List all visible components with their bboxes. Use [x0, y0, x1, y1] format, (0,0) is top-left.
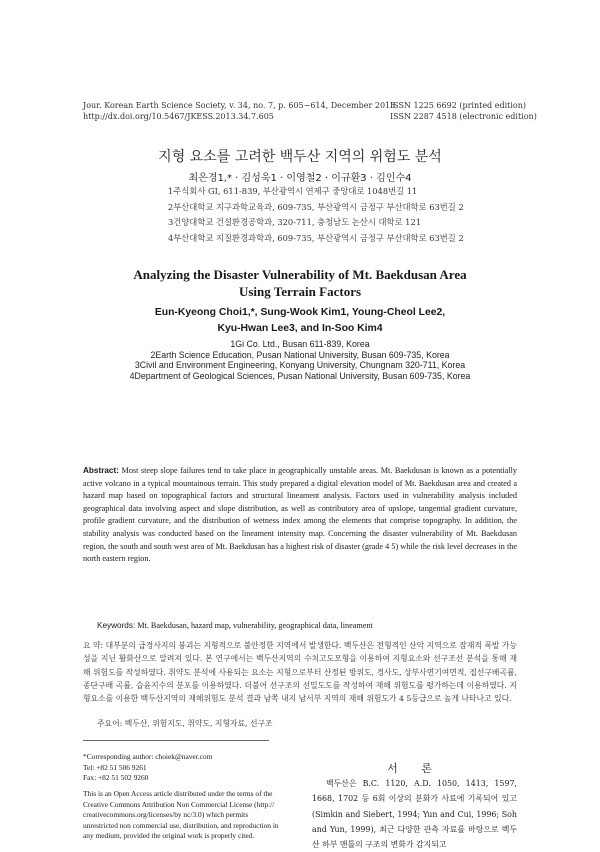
- abstract-label: Abstract:: [83, 466, 119, 475]
- section-title-introduction: 서 론: [387, 762, 442, 775]
- author-list-korean: 최은경1,* · 김성욱1 · 이영철2 · 이규환3 · 김인수4: [188, 173, 412, 184]
- paper-title-english: [0, 266, 600, 300]
- affiliation-ko-3: 3건양대학교 건설환경공학과, 320-711, 충청남도 논산시 대학로 121: [168, 217, 422, 227]
- korean-summary: [83, 639, 517, 705]
- korean-summary-label: 요 약:: [83, 641, 104, 650]
- keywords-text: Mt. Baekdusan, hazard map, vulnerability, geographical data, lineament: [137, 621, 373, 630]
- korean-keywords: [97, 718, 517, 729]
- authors-en-line-2: Kyu-Hwan Lee3, and In-Soo Kim4: [217, 323, 383, 334]
- affiliation-en-2: 2Earth Science Education, Pusan National University, Busan 609-735, Korea: [150, 349, 450, 360]
- affiliations-korean: [168, 184, 464, 246]
- journal-citation: [83, 100, 395, 122]
- footnote-divider: [83, 740, 269, 741]
- affiliation-ko-2: 2부산대학교 지구과학교육과, 609-735, 부산광역시 금정구 부산대학로 63번길 2: [168, 201, 464, 212]
- issn-block: [390, 100, 537, 122]
- affiliation-en-3: 3Civil and Environment Engineering, Konyang University, Chungnam 320-711, Korea: [134, 360, 466, 370]
- correspondence-info: [83, 752, 212, 784]
- affiliation-ko-1: 1주식회사 GI, 611-839, 부산광역시 연제구 중앙대로 1048번길 11: [168, 186, 418, 196]
- introduction-text: 백두산은 B.C. 1120, A.D. 1050, 1413, 1597, 1668, 1702 등 6회 이상의 분화가 사료에 기록되어 있고(Simkin and Siebert, 1994; Yun and Cui, 1996; Soh and Yun, 1999), 최근 다양한 관측 자료를 바탕으로 백두산 하부 맨틀의 구조의 변화가 감지되고: [312, 779, 517, 850]
- keywords: [97, 620, 517, 632]
- korean-summary-text: 대부분의 급경사지의 붕괴는 지형적으로 불안정한 지역에서 발생한다. 백두산은 전형적인 산악 지역으로 잠재적 폭발 가능성을 지닌 활화산으로 알려져 있다. 본 연구에서는 백두산지역의 수치고도모형을 이용하여 지형요소와 선구조선 분석을 통해 재해 위험도를 작성하였다. 취약도 분석에 사용되는 요소는 지형으로부터 산정된 방위도, 경사도, 상부사면기여면적, 접선구배곡률, 종단구배 곡률, 습윤지수의 분포를 이용하였다. 더불어 선구조의 선밀도도를 작성하여 재해 위험도를 평가하는데 이용하였다. 지형요소를 이용한 백두산지역의 재해위험도 분석 결과 남쪽 내지 남서부 지역의 재해 위험도가 4 5등급으로 높게 나타나고 있다.: [83, 641, 517, 704]
- affiliation-ko-4: 4부산대학교 지질환경과학과, 609-735, 부산광역시 금정구 부산대학로 63번길 2: [168, 232, 464, 243]
- title-en-line-2: Using Terrain Factors: [238, 284, 362, 299]
- issn-electronic: ISSN 2287 4518 (electronic edition): [390, 112, 537, 121]
- korean-keywords-label: 주요어:: [97, 719, 123, 728]
- abstract: [83, 465, 517, 566]
- corresponding-author: *Corresponding author: choiek@naver.com: [83, 752, 213, 761]
- doi-line[interactable]: http://dx.doi.org/10.5467/JKESS.2013.34.7.605: [83, 112, 274, 121]
- korean-keywords-text: 백두산, 위험지도, 취약도, 지형자료, 선구조: [124, 719, 273, 728]
- author-list-english: [0, 305, 600, 337]
- paper-title-korean: 지형 요소를 고려한 백두산 지역의 위험도 분석: [158, 149, 442, 165]
- telephone: Tel: +82 51 506 9261: [83, 762, 147, 772]
- affiliation-en-4: 4Department of Geological Sciences, Pusan National University, Busan 609-735, Korea: [129, 370, 471, 381]
- issn-print: ISSN 1225 6692 (printed edition): [390, 101, 526, 110]
- title-en-line-1: Analyzing the Disaster Vulnerability of Mt. Baekdusan Area: [133, 267, 467, 282]
- authors-en-line-1: Eun-Kyeong Choi1,*, Sung-Wook Kim1, Young-Cheol Lee2,: [154, 307, 446, 318]
- abstract-text: Most steep slope failures tend to take place in geographically unstable areas. Mt. Baekdusan is known as a potentially active volcano in a typical mountainous terrain. This study prepared a digital elevation model of Mt. Baekdusan area and created a hazard map based on topographical factors and structural lineament analysis. Factors used in vulnerability analysis included geographical data involving aspect and slope distribution, as well as contributory area of upslope, tangential gradient curvature, profile gradient curvature, and the distribution of wetness index among the elements that comprise topography. In addition, the stability analysis was conducted based on the lineament intensity map. Concerning the disaster vulnerability of Mt. Baekdusan region, the south and south west area of Mt. Baekdusan has a highest risk of disaster (grade 4 5) while the risk level decreases in the north eastern region.: [83, 466, 517, 564]
- fax: Fax: +82 51 502 9260: [83, 773, 149, 783]
- affiliation-en-1: 1Gi Co. Ltd., Busan 611-839, Korea: [230, 339, 370, 349]
- keywords-label: Keywords:: [97, 621, 136, 630]
- open-access-note: This is an Open Access article distributed under the terms of the Creative Commons Attribution Non Commercial License (http:// creativecommons.org/licenses/by nc/3.0) which permits unrestricted non commercial use, distribution, and reproduction in any medium, provided the original work is properly cited.: [83, 789, 279, 841]
- affiliations-english: [0, 339, 600, 381]
- journal-line: Jour. Korean Earth Science Society, v. 34, no. 7, p. 605−614, December 2013: [83, 101, 396, 110]
